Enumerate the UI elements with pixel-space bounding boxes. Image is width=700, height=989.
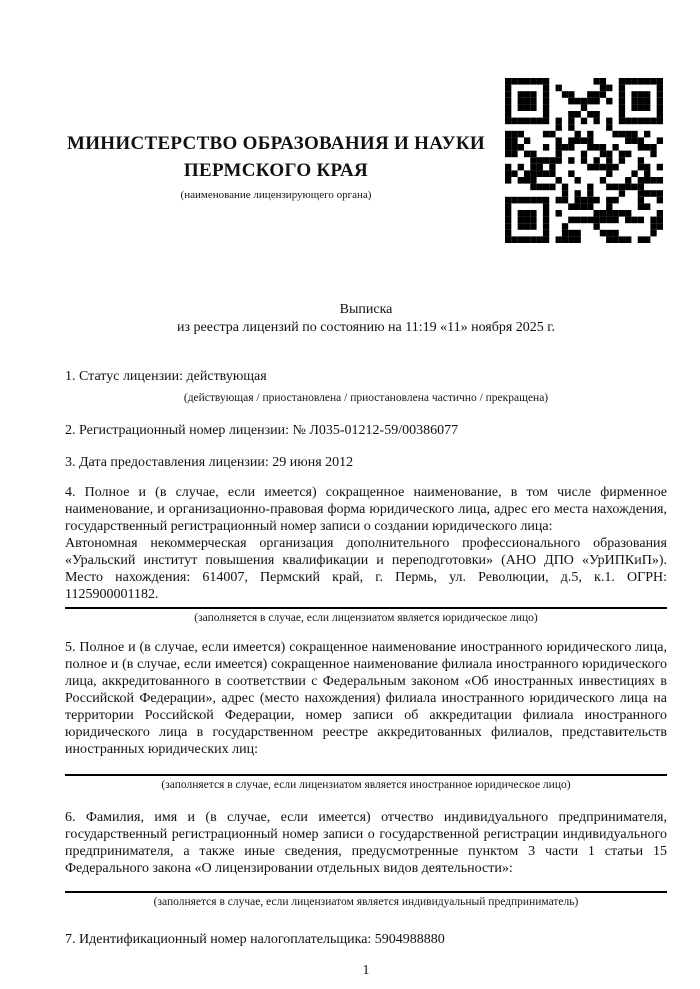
item-6-caption: (заполняется в случае, если лицензиатом является индивидуальный предприниматель) <box>153 896 579 908</box>
item-4-legal-entity-value: Автономная некоммерческая организация дополнительного профессионального образования «Уральский институт повышения квалификации и переподготовки» (АНО ДПО «УрИПКиП»). Место нахождения: 614007, Пермский край, г. Пермь, ул. Революции, д.5, к.1. ОГРН: 1125900001182. <box>65 536 667 602</box>
ministry-name-line2: ПЕРМСКОГО КРАЯ <box>183 160 369 181</box>
item-3-grant-date: 3. Дата предоставления лицензии: 29 июня 2012 <box>65 455 354 470</box>
item-1-caption: (действующая / приостановлена / приостановлена частично / прекращена) <box>183 392 549 404</box>
page-number: 1 <box>362 963 370 978</box>
item-5-foreign-entity-label: 5. Полное и (в случае, если имеется) сокращенное наименование иностранного юридического лица, полное и (в случае, если имеется) сокращенное наименование филиала иностранного юридического лица, аккредитованного в соответствии с Федеральным законом «Об иностранных инвестициях в Российской Федерации», адрес (место нахождения) филиала иностранного юридического лица на территории Российской Федерации, номер записи об аккредитации филиала иностранного юридического лица в государственном реестре аккредитованных филиалов, представительств иностранных юридических лиц: <box>65 640 667 757</box>
ministry-name-line1: МИНИСТЕРСТВО ОБРАЗОВАНИЯ И НАУКИ <box>66 133 486 154</box>
item-2-registration-number: 2. Регистрационный номер лицензии: № Л035-01212-59/00386077 <box>65 423 459 438</box>
licensing-authority-header <box>65 130 487 202</box>
ministry-name <box>65 130 487 184</box>
document-title: Выписка <box>339 302 393 317</box>
field-underline-foreign-entity <box>65 774 667 776</box>
document-body <box>65 368 667 979</box>
item-5-caption: (заполняется в случае, если лицензиатом является иностранное юридическое лицо) <box>161 779 571 791</box>
field-underline-individual-entrepreneur <box>65 891 667 893</box>
qr-code <box>505 78 663 243</box>
item-4-caption: (заполняется в случае, если лицензиатом является юридическое лицо) <box>194 612 538 624</box>
item-1-license-status: 1. Статус лицензии: действующая <box>65 369 267 384</box>
item-4-legal-entity-label: 4. Полное и (в случае, если имеется) сокращенное наименование, в том числе фирменное наименование, и организационно-правовая форма юридического лица, адрес его места нахождения, государственный регистрационный номер записи о создании юридического лица: <box>65 485 667 534</box>
ministry-caption: (наименование лицензирующего органа) <box>180 189 372 201</box>
item-6-individual-entrepreneur-label: 6. Фамилия, имя и (в случае, если имеется) отчество индивидуального предпринимателя, государственный регистрационный номер записи о государственной регистрации индивидуального предпринимателя, а также иные сведения, предусмотренные пунктом 3 части 1 статьи 15 Федерального закона «О лицензировании отдельных видов деятельности»: <box>65 810 667 876</box>
field-underline-legal-entity <box>65 607 667 609</box>
document-title-block <box>65 301 667 337</box>
document-subtitle: из реестра лицензий по состоянию на 11:19 «11» ноября 2025 г. <box>177 320 555 335</box>
item-7-taxpayer-id: 7. Идентификационный номер налогоплательщика: 5904988880 <box>65 932 445 947</box>
